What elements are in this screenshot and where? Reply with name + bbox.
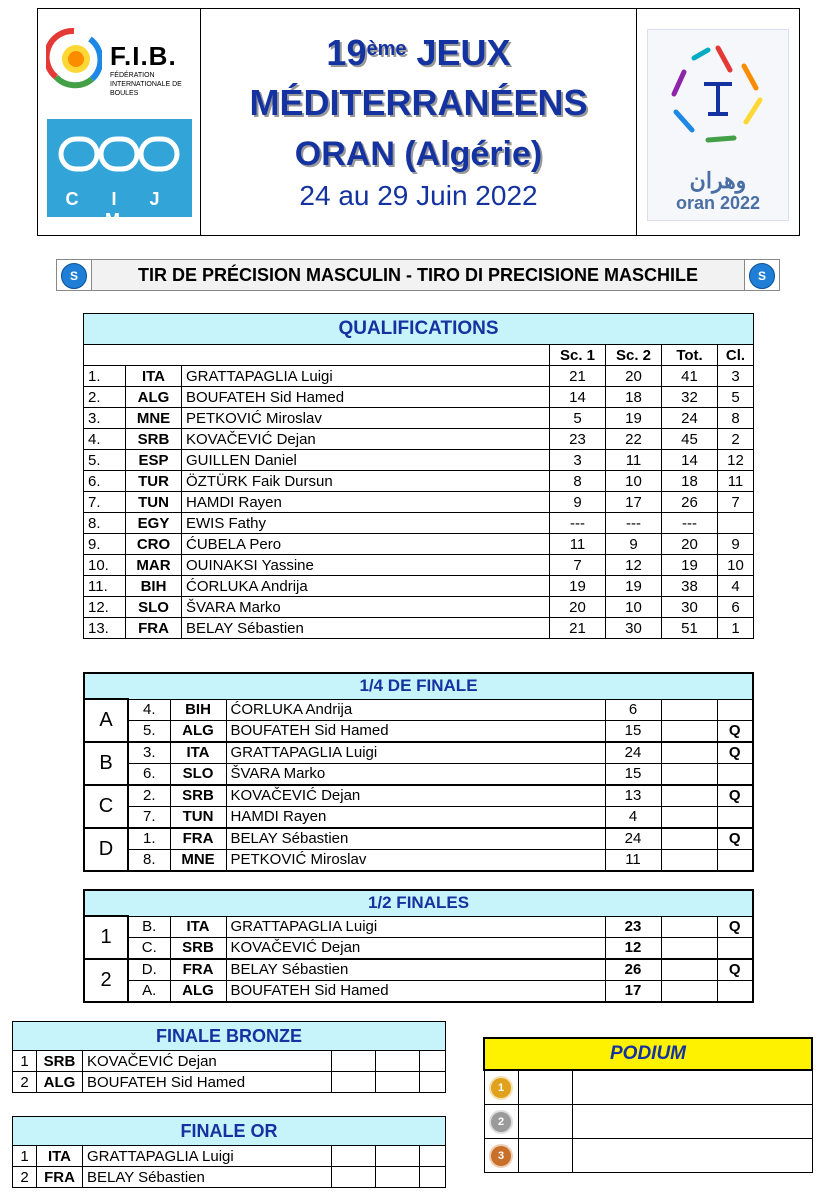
athlete-cell: BOUFATEH Sid Hamed bbox=[226, 980, 605, 1002]
title-line-3: ORAN (Algérie) bbox=[294, 135, 543, 173]
rank-cell: 10. bbox=[84, 555, 126, 576]
fib-emblem-icon bbox=[46, 27, 102, 91]
rank-cell: 8. bbox=[84, 513, 126, 534]
score-cell: 15 bbox=[605, 763, 661, 785]
gold-final-body bbox=[13, 1146, 446, 1188]
rank-cell: 9. bbox=[84, 534, 126, 555]
table-row bbox=[84, 408, 754, 429]
score-cell: 13 bbox=[605, 785, 661, 807]
country-cell: FRA bbox=[37, 1167, 83, 1188]
group-label: D bbox=[84, 828, 128, 871]
table-row bbox=[84, 980, 753, 1002]
qualified-cell bbox=[717, 806, 753, 828]
score-1-cell: 20 bbox=[550, 597, 606, 618]
classement-cell: 4 bbox=[718, 576, 754, 597]
rank-cell: 2 bbox=[13, 1072, 37, 1093]
empty-cell bbox=[376, 1051, 420, 1072]
table-row bbox=[84, 429, 754, 450]
country-cell: SLO bbox=[126, 597, 182, 618]
oran-2022-logo bbox=[647, 29, 789, 221]
table-row bbox=[84, 576, 754, 597]
cijm-logo bbox=[47, 119, 192, 230]
event-title-text: TIR DE PRÉCISION MASCULIN - TIRO DI PRECISIONE MASCHILE bbox=[91, 260, 745, 290]
athlete-cell: ŠVARA Marko bbox=[226, 763, 605, 785]
athlete-cell: GUILLEN Daniel bbox=[182, 450, 550, 471]
seed-cell: 2. bbox=[128, 785, 170, 807]
classement-cell: 1 bbox=[718, 618, 754, 639]
quarterfinals-title: 1/4 DE FINALE bbox=[84, 673, 753, 699]
score-1-cell: 23 bbox=[550, 429, 606, 450]
score-2-cell: 10 bbox=[606, 597, 662, 618]
group-label: B bbox=[84, 742, 128, 785]
empty-cell bbox=[661, 742, 717, 764]
score-1-cell: 14 bbox=[550, 387, 606, 408]
group-label: 1 bbox=[84, 916, 128, 959]
empty-cell bbox=[420, 1051, 446, 1072]
athlete-cell: BELAY Sébastien bbox=[182, 618, 550, 639]
country-cell: ESP bbox=[126, 450, 182, 471]
country-cell: MAR bbox=[126, 555, 182, 576]
empty-cell bbox=[376, 1072, 420, 1093]
seed-cell: 5. bbox=[128, 720, 170, 742]
total-cell: 41 bbox=[662, 366, 718, 387]
table-row bbox=[84, 806, 753, 828]
quarterfinals-body bbox=[84, 699, 753, 871]
gold-final-table bbox=[12, 1116, 446, 1188]
score-cell: 6 bbox=[605, 699, 661, 720]
athlete-cell bbox=[572, 1139, 812, 1173]
table-row bbox=[84, 555, 754, 576]
athlete-cell: PETKOVIĆ Miroslav bbox=[226, 849, 605, 871]
table-row bbox=[84, 597, 754, 618]
empty-cell bbox=[661, 699, 717, 720]
empty-cell bbox=[376, 1146, 420, 1167]
col-header: Sc. 1 bbox=[550, 345, 606, 366]
classement-cell: 10 bbox=[718, 555, 754, 576]
rank-cell: 11. bbox=[84, 576, 126, 597]
table-row bbox=[84, 534, 754, 555]
qualified-cell: Q bbox=[717, 742, 753, 764]
medal-cell bbox=[484, 1139, 518, 1173]
athlete-cell: GRATTAPAGLIA Luigi bbox=[226, 742, 605, 764]
bronze-final-table bbox=[12, 1021, 446, 1093]
table-row bbox=[84, 366, 754, 387]
rank-cell: 5. bbox=[84, 450, 126, 471]
country-cell: ALG bbox=[170, 720, 226, 742]
athlete-cell: BOUFATEH Sid Hamed bbox=[83, 1072, 332, 1093]
rank-cell: 2 bbox=[13, 1167, 37, 1188]
rank-cell: 12. bbox=[84, 597, 126, 618]
table-row bbox=[13, 1146, 446, 1167]
title-line-1 bbox=[200, 29, 637, 77]
country-cell: SRB bbox=[170, 785, 226, 807]
athlete-cell: BELAY Sébastien bbox=[83, 1167, 332, 1188]
shooting-icon: S bbox=[61, 263, 87, 289]
semifinals-body bbox=[84, 916, 753, 1002]
empty-cell bbox=[332, 1072, 376, 1093]
table-row bbox=[84, 699, 753, 720]
empty-cell bbox=[332, 1146, 376, 1167]
table-row bbox=[84, 785, 753, 807]
rank-cell: 13. bbox=[84, 618, 126, 639]
score-2-cell: 18 bbox=[606, 387, 662, 408]
country-cell: SRB bbox=[170, 937, 226, 959]
qualified-cell: Q bbox=[717, 785, 753, 807]
score-cell: 17 bbox=[605, 980, 661, 1002]
athlete-cell: GRATTAPAGLIA Luigi bbox=[182, 366, 550, 387]
seed-cell: 1. bbox=[128, 828, 170, 850]
bronze-final-body bbox=[13, 1051, 446, 1093]
quarterfinals-table bbox=[83, 672, 754, 872]
medal-cell bbox=[484, 1105, 518, 1139]
table-row bbox=[84, 937, 753, 959]
seed-cell: 8. bbox=[128, 849, 170, 871]
total-cell: 51 bbox=[662, 618, 718, 639]
classement-cell: 9 bbox=[718, 534, 754, 555]
classement-cell: 7 bbox=[718, 492, 754, 513]
athlete-cell: EWIS Fathy bbox=[182, 513, 550, 534]
country-cell: FRA bbox=[126, 618, 182, 639]
table-row bbox=[13, 1072, 446, 1093]
score-2-cell: 10 bbox=[606, 471, 662, 492]
score-cell: 24 bbox=[605, 828, 661, 850]
country-cell: ALG bbox=[126, 387, 182, 408]
empty-cell bbox=[661, 806, 717, 828]
classement-cell: 12 bbox=[718, 450, 754, 471]
country-cell: ITA bbox=[170, 916, 226, 937]
total-cell: 18 bbox=[662, 471, 718, 492]
country-cell: ITA bbox=[170, 742, 226, 764]
event-title bbox=[200, 29, 637, 213]
country-cell: TUR bbox=[126, 471, 182, 492]
score-2-cell: 30 bbox=[606, 618, 662, 639]
total-cell: 19 bbox=[662, 555, 718, 576]
seed-cell: A. bbox=[128, 980, 170, 1002]
semifinals-table bbox=[83, 889, 754, 1003]
col-header: Sc. 2 bbox=[606, 345, 662, 366]
score-cell: 12 bbox=[605, 937, 661, 959]
rank-cell: 1. bbox=[84, 366, 126, 387]
empty-cell bbox=[332, 1167, 376, 1188]
podium-row bbox=[484, 1105, 812, 1139]
seed-cell: C. bbox=[128, 937, 170, 959]
table-row bbox=[84, 471, 754, 492]
score-1-cell: 8 bbox=[550, 471, 606, 492]
score-2-cell: 20 bbox=[606, 366, 662, 387]
score-cell: 26 bbox=[605, 959, 661, 981]
title-word: JEUX bbox=[416, 32, 511, 73]
score-2-cell: 17 bbox=[606, 492, 662, 513]
rank-cell: 4. bbox=[84, 429, 126, 450]
athlete-cell: ÖZTÜRK Faik Dursun bbox=[182, 471, 550, 492]
score-cell: 15 bbox=[605, 720, 661, 742]
table-row bbox=[84, 618, 754, 639]
event-dates: 24 au 29 Juin 2022 bbox=[299, 180, 538, 211]
score-cell: 23 bbox=[605, 916, 661, 937]
title-line-2: MÉDITERRANÉENS bbox=[249, 82, 588, 123]
athlete-cell: HAMDI Rayen bbox=[226, 806, 605, 828]
classement-cell: 11 bbox=[718, 471, 754, 492]
athlete-cell: KOVAČEVIĆ Dejan bbox=[226, 937, 605, 959]
score-1-cell: 19 bbox=[550, 576, 606, 597]
athlete-cell: ĆORLUKA Andrija bbox=[226, 699, 605, 720]
group-label: A bbox=[84, 699, 128, 742]
qualifications-body bbox=[84, 366, 754, 639]
country-cell: TUN bbox=[170, 806, 226, 828]
country-cell: MNE bbox=[126, 408, 182, 429]
empty-cell bbox=[661, 720, 717, 742]
empty-cell bbox=[661, 828, 717, 850]
score-1-cell: 9 bbox=[550, 492, 606, 513]
classement-cell: 2 bbox=[718, 429, 754, 450]
athlete-cell: BELAY Sébastien bbox=[226, 828, 605, 850]
col-header: Cl. bbox=[718, 345, 754, 366]
rank-cell: 6. bbox=[84, 471, 126, 492]
score-1-cell: 21 bbox=[550, 618, 606, 639]
classement-cell bbox=[718, 513, 754, 534]
oran-arabic: وهران bbox=[689, 168, 747, 193]
table-row bbox=[84, 720, 753, 742]
rings-icon bbox=[47, 125, 192, 185]
score-2-cell: 19 bbox=[606, 408, 662, 429]
athlete-cell: BOUFATEH Sid Hamed bbox=[226, 720, 605, 742]
total-cell: --- bbox=[662, 513, 718, 534]
table-row bbox=[84, 492, 754, 513]
classement-cell: 6 bbox=[718, 597, 754, 618]
country-cell: TUN bbox=[126, 492, 182, 513]
fib-logo bbox=[46, 27, 196, 99]
medal-icon: 3 bbox=[491, 1146, 511, 1166]
empty-cell bbox=[661, 763, 717, 785]
podium-title: PODIUM bbox=[484, 1038, 812, 1070]
table-row bbox=[84, 450, 754, 471]
score-2-cell: 9 bbox=[606, 534, 662, 555]
title-sup: ème bbox=[366, 38, 407, 60]
qualified-cell bbox=[717, 849, 753, 871]
qualified-cell: Q bbox=[717, 916, 753, 937]
group-label: 2 bbox=[84, 959, 128, 1002]
seed-cell: 4. bbox=[128, 699, 170, 720]
medal-icon: 2 bbox=[491, 1112, 511, 1132]
rank-cell: 1 bbox=[13, 1051, 37, 1072]
score-2-cell: 19 bbox=[606, 576, 662, 597]
country-cell: ITA bbox=[126, 366, 182, 387]
total-cell: 20 bbox=[662, 534, 718, 555]
empty-cell bbox=[661, 849, 717, 871]
empty-cell bbox=[661, 980, 717, 1002]
country-cell: ALG bbox=[37, 1072, 83, 1093]
score-1-cell: 5 bbox=[550, 408, 606, 429]
score-2-cell: 12 bbox=[606, 555, 662, 576]
score-cell: 24 bbox=[605, 742, 661, 764]
empty-cell bbox=[420, 1072, 446, 1093]
empty-cell bbox=[661, 916, 717, 937]
table-row bbox=[13, 1051, 446, 1072]
group-label: C bbox=[84, 785, 128, 828]
qualified-cell bbox=[717, 980, 753, 1002]
table-row bbox=[84, 387, 754, 408]
rank-cell: 2. bbox=[84, 387, 126, 408]
athlete-cell: KOVAČEVIĆ Dejan bbox=[226, 785, 605, 807]
qualified-cell: Q bbox=[717, 720, 753, 742]
header-left-logos bbox=[38, 9, 201, 235]
oran-star-icon bbox=[648, 30, 788, 160]
score-1-cell: 11 bbox=[550, 534, 606, 555]
qualifications-title: QUALIFICATIONS bbox=[84, 314, 754, 345]
country-cell: FRA bbox=[170, 828, 226, 850]
athlete-cell bbox=[572, 1070, 812, 1105]
table-row bbox=[84, 849, 753, 871]
country-cell: FRA bbox=[170, 959, 226, 981]
score-2-cell: 22 bbox=[606, 429, 662, 450]
podium-row bbox=[484, 1139, 812, 1173]
athlete-cell: HAMDI Rayen bbox=[182, 492, 550, 513]
event-header bbox=[37, 8, 800, 236]
score-1-cell: 21 bbox=[550, 366, 606, 387]
country-cell: BIH bbox=[170, 699, 226, 720]
total-cell: 26 bbox=[662, 492, 718, 513]
oran-text: oran 2022 bbox=[675, 193, 761, 213]
fib-subtitle: FÉDÉRATION INTERNATIONALE DE BOULES bbox=[110, 72, 182, 97]
rank-cell: 3. bbox=[84, 408, 126, 429]
table-row bbox=[84, 763, 753, 785]
athlete-cell: BELAY Sébastien bbox=[226, 959, 605, 981]
total-cell: 45 bbox=[662, 429, 718, 450]
country-cell: ITA bbox=[37, 1146, 83, 1167]
col-header: Tot. bbox=[662, 345, 718, 366]
qualified-cell bbox=[717, 699, 753, 720]
rank-cell: 7. bbox=[84, 492, 126, 513]
country-cell: CRO bbox=[126, 534, 182, 555]
qualified-cell: Q bbox=[717, 828, 753, 850]
seed-cell: 7. bbox=[128, 806, 170, 828]
athlete-cell: GRATTAPAGLIA Luigi bbox=[83, 1146, 332, 1167]
country-cell: SRB bbox=[37, 1051, 83, 1072]
seed-cell: D. bbox=[128, 959, 170, 981]
total-cell: 24 bbox=[662, 408, 718, 429]
table-row bbox=[84, 959, 753, 981]
empty-cell bbox=[332, 1051, 376, 1072]
medal-icon: 1 bbox=[491, 1078, 511, 1098]
semifinals-title: 1/2 FINALES bbox=[84, 890, 753, 916]
podium-row bbox=[484, 1070, 812, 1105]
cijm-text: C I J M bbox=[65, 189, 174, 230]
country-cell: SRB bbox=[126, 429, 182, 450]
country-cell bbox=[518, 1070, 572, 1105]
podium-body bbox=[484, 1070, 812, 1173]
empty-cell bbox=[661, 937, 717, 959]
gold-final-title: FINALE OR bbox=[13, 1117, 446, 1146]
table-row bbox=[84, 513, 754, 534]
score-2-cell: --- bbox=[606, 513, 662, 534]
qualified-cell bbox=[717, 763, 753, 785]
qualified-cell: Q bbox=[717, 959, 753, 981]
medal-cell bbox=[484, 1070, 518, 1105]
empty-cell bbox=[376, 1167, 420, 1188]
empty-cell bbox=[661, 959, 717, 981]
country-cell: MNE bbox=[170, 849, 226, 871]
seed-cell: 6. bbox=[128, 763, 170, 785]
athlete-cell: PETKOVIĆ Miroslav bbox=[182, 408, 550, 429]
rank-cell: 1 bbox=[13, 1146, 37, 1167]
classement-cell: 8 bbox=[718, 408, 754, 429]
seed-cell: 3. bbox=[128, 742, 170, 764]
fib-title: F.I.B. bbox=[110, 41, 177, 71]
header-right-logo bbox=[636, 9, 799, 235]
classement-cell: 5 bbox=[718, 387, 754, 408]
country-cell bbox=[518, 1139, 572, 1173]
country-cell: SLO bbox=[170, 763, 226, 785]
athlete-cell: ĆORLUKA Andrija bbox=[182, 576, 550, 597]
table-row bbox=[13, 1167, 446, 1188]
classement-cell: 3 bbox=[718, 366, 754, 387]
athlete-cell: OUINAKSI Yassine bbox=[182, 555, 550, 576]
score-cell: 11 bbox=[605, 849, 661, 871]
seed-cell: B. bbox=[128, 916, 170, 937]
athlete-cell: ŠVARA Marko bbox=[182, 597, 550, 618]
score-1-cell: 3 bbox=[550, 450, 606, 471]
header-spacer bbox=[84, 345, 550, 366]
qualified-cell bbox=[717, 937, 753, 959]
athlete-cell: GRATTAPAGLIA Luigi bbox=[226, 916, 605, 937]
table-row bbox=[84, 916, 753, 937]
qualifications-table bbox=[83, 313, 754, 639]
score-2-cell: 11 bbox=[606, 450, 662, 471]
country-cell: BIH bbox=[126, 576, 182, 597]
athlete-cell bbox=[572, 1105, 812, 1139]
athlete-cell: KOVAČEVIĆ Dejan bbox=[83, 1051, 332, 1072]
empty-cell bbox=[420, 1167, 446, 1188]
score-1-cell: --- bbox=[550, 513, 606, 534]
table-row bbox=[84, 742, 753, 764]
podium-table bbox=[483, 1037, 813, 1173]
total-cell: 38 bbox=[662, 576, 718, 597]
table-row bbox=[84, 828, 753, 850]
athlete-cell: ĆUBELA Pero bbox=[182, 534, 550, 555]
total-cell: 32 bbox=[662, 387, 718, 408]
score-cell: 4 bbox=[605, 806, 661, 828]
country-cell bbox=[518, 1105, 572, 1139]
shooting-icon: S bbox=[749, 263, 775, 289]
country-cell: EGY bbox=[126, 513, 182, 534]
total-cell: 14 bbox=[662, 450, 718, 471]
country-cell: ALG bbox=[170, 980, 226, 1002]
event-banner bbox=[56, 259, 780, 291]
empty-cell bbox=[661, 785, 717, 807]
empty-cell bbox=[420, 1146, 446, 1167]
athlete-cell: KOVAČEVIĆ Dejan bbox=[182, 429, 550, 450]
athlete-cell: BOUFATEH Sid Hamed bbox=[182, 387, 550, 408]
title-num: 19 bbox=[326, 32, 367, 73]
total-cell: 30 bbox=[662, 597, 718, 618]
score-1-cell: 7 bbox=[550, 555, 606, 576]
bronze-final-title: FINALE BRONZE bbox=[13, 1022, 446, 1051]
